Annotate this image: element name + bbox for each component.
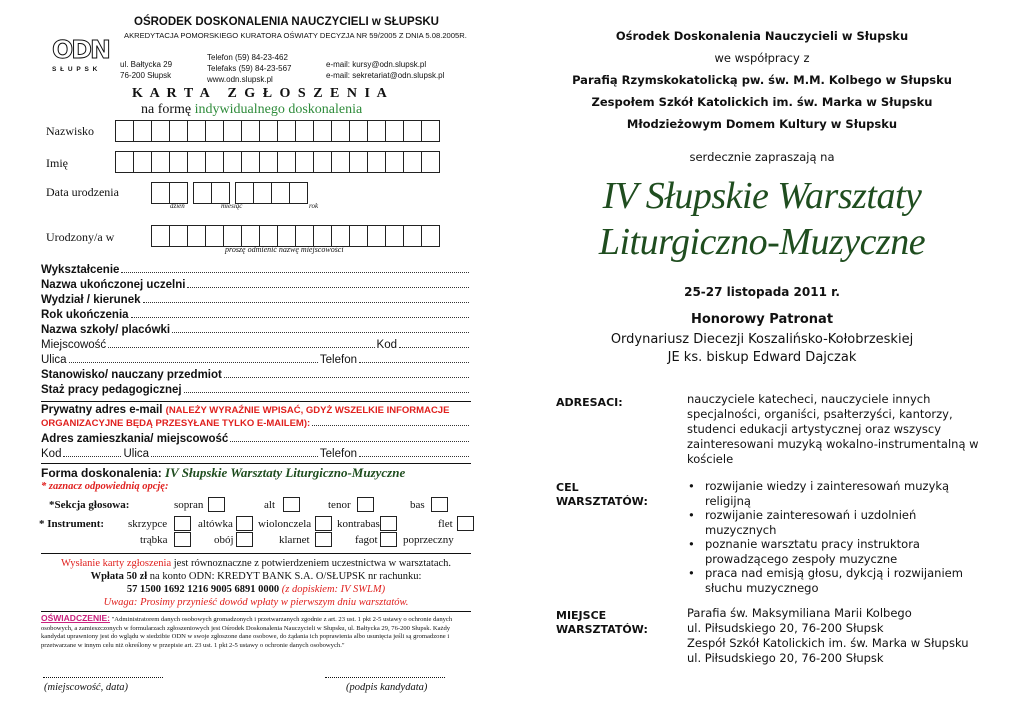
zaznacz-note: * zaznacz odpowiednią opcję: bbox=[41, 481, 169, 492]
form-title: K A R T A Z G Ł O S Z E N I A bbox=[132, 86, 389, 101]
szkola-line[interactable] bbox=[41, 324, 471, 336]
wyksztalcenie-label: Wykształcenie bbox=[41, 264, 120, 276]
partner-3: Młodzieżowym Domem Kultury w Słupsku bbox=[626, 117, 898, 131]
ulica2-label: Ulica bbox=[123, 448, 150, 460]
rok-hint: rok bbox=[309, 202, 319, 210]
subtitle-highlight: indywidualnego doskonalenia bbox=[194, 102, 363, 117]
patron-line1: Ordynariusz Diecezji Koszalińsko-Kołobrzeskiej bbox=[610, 332, 914, 347]
birthplace-cells[interactable] bbox=[151, 225, 439, 247]
checkbox-wiolonczela[interactable] bbox=[315, 516, 332, 531]
forma-row bbox=[41, 465, 405, 481]
birth-date-cells[interactable] bbox=[151, 182, 307, 204]
email-note2: ORGANIZACYJNE BĘDĄ PRZESYŁANE TYLKO E-MAILEM): bbox=[41, 418, 311, 429]
uczelnia-label: Nazwa ukończonej uczelni bbox=[41, 279, 186, 291]
rok-ukonczenia-label: Rok ukończenia bbox=[41, 309, 129, 321]
account-note: (z dopiskiem: IV SWLM) bbox=[281, 584, 386, 595]
email2: e-mail: sekretariat@odn.slupsk.pl bbox=[326, 71, 445, 80]
invite-org: Ośrodek Doskonalenia Nauczycieli w Słupsku bbox=[615, 29, 909, 43]
telefon2-label: Telefon bbox=[319, 448, 357, 460]
fax: Telefaks (59) 84-23-567 bbox=[207, 64, 292, 73]
imie-cells[interactable] bbox=[115, 151, 439, 173]
subtitle-prefix: na formę bbox=[141, 102, 192, 117]
instrument-label: * Instrument: bbox=[39, 518, 105, 530]
miejsce-line: Zespół Szkół Katolickich im. św. Marka w Słupsku bbox=[687, 636, 969, 650]
event-dates: 25-27 listopada 2011 r. bbox=[684, 285, 840, 299]
logo-letters: ODN bbox=[52, 35, 109, 64]
payment-line1 bbox=[41, 557, 471, 570]
forma-label: Forma doskonalenia: bbox=[41, 466, 162, 480]
divider-1 bbox=[41, 401, 471, 402]
address-line1: ul. Bałtycka 29 bbox=[120, 60, 173, 69]
telefon-label: Telefon bbox=[319, 354, 357, 366]
payment-rest2: na konto ODN: KREDYT BANK S.A. O/SŁUPSK nr rachunku: bbox=[149, 571, 422, 582]
checkbox-tenor[interactable] bbox=[357, 497, 374, 512]
org-name: OŚRODEK DOSKONALENIA NAUCZYCIELI w SŁUPSKU bbox=[134, 16, 439, 28]
voice-tenor: tenor bbox=[328, 499, 351, 511]
miejsce-line: Parafia św. Maksymiliana Marii Kolbego bbox=[687, 606, 912, 620]
uczelnia-line[interactable] bbox=[41, 279, 471, 291]
cel-label1: CEL bbox=[556, 481, 579, 494]
cel-label2: WARSZTATÓW: bbox=[556, 495, 648, 508]
miejscowosc-label: Miejscowość bbox=[41, 339, 107, 351]
staz-line[interactable] bbox=[41, 384, 471, 396]
miejsce-block bbox=[687, 606, 987, 666]
adresaci-label: ADRESACI: bbox=[556, 396, 623, 409]
invite-text: serdecznie zapraszają na bbox=[689, 150, 835, 164]
event-title bbox=[548, 173, 976, 265]
checkbox-skrzypce[interactable] bbox=[174, 516, 191, 531]
email-note1: (NALEŻY WYRAŹNIE WPISAĆ, GDYŻ WSZELKIE INFORMACJE bbox=[165, 405, 450, 416]
checkbox-alt[interactable] bbox=[283, 497, 300, 512]
instr-skrzypce: skrzypce bbox=[128, 518, 168, 530]
wydzial-label: Wydział / kierunek bbox=[41, 294, 141, 306]
payment-red: Wysłanie karty zgłoszenia bbox=[60, 558, 172, 569]
oswiadczenie-label: OŚWIADCZENIE: bbox=[41, 613, 110, 623]
miejsce-line: ul. Piłsudskiego 20, 76-200 Słupsk bbox=[687, 651, 884, 665]
form-subtitle bbox=[141, 102, 362, 118]
wydzial-line[interactable] bbox=[41, 294, 471, 306]
partner-1: Parafią Rzymskokatolicką pw. św. M.M. Kolbego w Słupsku bbox=[572, 73, 952, 87]
checkbox-fagot[interactable] bbox=[380, 532, 397, 547]
payment-rest: jest równoznaczne z potwierdzeniem uczestnictwa w warsztatach. bbox=[173, 558, 452, 569]
kod2-label: Kod bbox=[41, 448, 62, 460]
phone: Telefon (59) 84-23-462 bbox=[207, 53, 288, 62]
web: www.odn.slupsk.pl bbox=[207, 75, 273, 84]
sig-right-line[interactable] bbox=[325, 677, 445, 678]
checkbox-altowka[interactable] bbox=[236, 516, 253, 531]
oswiadczenie-block bbox=[41, 614, 471, 650]
patron-line2: JE ks. biskup Edward Dajczak bbox=[667, 350, 857, 365]
accreditation: AKREDYTACJA POMORSKIEGO KURATORA OŚWIATY DECYZJA NR 59/2005 Z DNIA 5.08.2005R. bbox=[124, 31, 467, 40]
email-label: Prywatny adres e-mail bbox=[41, 404, 163, 416]
payment-bold: Wpłata 50 zł bbox=[90, 571, 148, 582]
sig-right-label: (podpis kandydata) bbox=[346, 682, 428, 693]
checkbox-sopran[interactable] bbox=[208, 497, 225, 512]
imie-label: Imię bbox=[46, 156, 68, 170]
payment-line3 bbox=[41, 583, 471, 596]
divider-3 bbox=[41, 553, 471, 554]
data-urodzenia-label: Data urodzenia bbox=[46, 185, 119, 199]
cel-item: • rozwijanie zainteresowań i uzdolnień muzycznych bbox=[688, 508, 978, 537]
instr-trabka: trąbka bbox=[140, 534, 168, 546]
oswiadczenie-text: "Administratorem danych osobowych gromadzonych i przetwarzanych zgodnie z art. 23 ust. 1 pkt 2-5 ustawy o ochronie danych osobowych, a zamieszczonych w formularzach zgłoszeniowych jest Ośrodek Doskonalenia Nauczycieli w Słupsku, ul. Bałtycka 29, 76-200 Słupsk. Każdy kandydat uprawniony jest do wglądu w siedzibie ODN w swoje zgłoszone dane osobowe, do żądania ich poprawienia albo usunięcia jeśli są gromadzone i przetwarzane w innym celu niż określony w przepisie art. 23 ust. 1 pkt 2-5 ustawy o ochronie danych osobowych." bbox=[41, 616, 453, 649]
ulica-label: Ulica bbox=[41, 354, 67, 366]
email1: e-mail: kursy@odn.slupsk.pl bbox=[326, 60, 427, 69]
instr-oboj: obój bbox=[214, 534, 234, 546]
checkbox-bas[interactable] bbox=[431, 497, 448, 512]
miejsce-label2: WARSZTATÓW: bbox=[556, 623, 648, 636]
account-number: 57 1500 1692 1216 9005 6891 0000 bbox=[126, 584, 280, 595]
checkbox-trabka[interactable] bbox=[174, 532, 191, 547]
cel-item: • rozwijanie wiedzy i zainteresowań muzyką religijną bbox=[688, 479, 978, 508]
ulica-line[interactable] bbox=[41, 354, 471, 366]
email-row bbox=[41, 404, 449, 416]
miejscowosc-hint: proszę odmienić nazwę miejscowości bbox=[225, 245, 344, 254]
sig-left-label: (miejscowość, data) bbox=[44, 682, 128, 693]
instr-flet: flet bbox=[438, 518, 453, 530]
rok-ukonczenia-line[interactable] bbox=[41, 309, 471, 321]
staz-label: Staż pracy pedagogicznej bbox=[41, 384, 182, 396]
partner-2: Zespołem Szkół Katolickich im. św. Marka w Słupsku bbox=[591, 95, 933, 109]
kod-label: Kod bbox=[376, 339, 397, 351]
instr-kontrabas: kontrabas bbox=[337, 518, 380, 530]
sekcja-label: *Sekcja głosowa: bbox=[49, 499, 130, 511]
uwaga-text: Prosimy przynieść dowód wpłaty w pierwszym dniu warsztatów. bbox=[140, 597, 409, 608]
cel-item: • praca nad emisją głosu, dykcją i rozwijaniem słuchu muzycznego bbox=[688, 566, 978, 595]
checkbox-oboj[interactable] bbox=[236, 532, 253, 547]
urodzony-label: Urodzony/a w bbox=[46, 230, 115, 244]
instr-wiolonczela: wiolonczela bbox=[258, 518, 312, 530]
stanowisko-line[interactable] bbox=[41, 369, 471, 381]
event-title-line1: IV Słupskie Warsztaty bbox=[602, 175, 922, 217]
logo-sub: S Ł U P S K bbox=[52, 66, 99, 73]
uwaga-label: Uwaga: bbox=[103, 597, 138, 608]
voice-bas: bas bbox=[410, 499, 425, 511]
miejsce-line: ul. Piłsudskiego 20, 76-200 Słupsk bbox=[687, 621, 884, 635]
miesiac-hint: miesiąc bbox=[221, 202, 243, 210]
instr-fagot: fagot bbox=[355, 534, 378, 546]
nazwisko-label: Nazwisko bbox=[46, 124, 94, 138]
miejsce-label1: MIEJSCE bbox=[556, 609, 607, 622]
stanowisko-label: Stanowisko/ nauczany przedmiot bbox=[41, 369, 222, 381]
voice-alt: alt bbox=[264, 499, 275, 511]
dzien-hint: dzień bbox=[170, 202, 185, 210]
cel-list bbox=[688, 479, 978, 595]
instr-klarnet: klarnet bbox=[279, 534, 310, 546]
payment-block bbox=[41, 557, 471, 609]
kod2-line[interactable] bbox=[41, 448, 471, 460]
event-title-line2: Liturgiczno-Muzyczne bbox=[598, 221, 926, 263]
adres-zam-label: Adres zamieszkania/ miejscowość bbox=[41, 433, 229, 445]
address-line2: 76-200 Słupsk bbox=[120, 71, 172, 80]
payment-line2 bbox=[41, 570, 471, 583]
invite-with: we współpracy z bbox=[714, 51, 810, 65]
payment-line4 bbox=[41, 596, 471, 609]
forma-value: IV Słupskie Warsztaty Liturgiczno-Muzyczne bbox=[165, 465, 406, 480]
divider-2 bbox=[41, 463, 471, 464]
adresaci-text: nauczyciele katecheci, nauczyciele innych specjalności, organiści, psałterzyści, kantorzy, studenci edukacji artystycznej oraz wszyscy zainteresowani muzyką wokalno-instrumentalną w kościele bbox=[687, 392, 979, 466]
patron-heading: Honorowy Patronat bbox=[690, 312, 834, 327]
sig-left-line[interactable] bbox=[43, 677, 163, 678]
divider-4 bbox=[41, 611, 471, 612]
szkola-label: Nazwa szkoły/ placówki bbox=[41, 324, 171, 336]
adres-zam-line[interactable] bbox=[41, 433, 471, 445]
odn-logo bbox=[52, 36, 116, 76]
checkbox-klarnet[interactable] bbox=[315, 532, 332, 547]
cel-item: • poznanie warsztatu pracy instruktora prowadzącego zespoły muzyczne bbox=[688, 537, 978, 566]
checkbox-kontrabas[interactable] bbox=[380, 516, 397, 531]
invite-header bbox=[548, 25, 976, 135]
checkbox-flet[interactable] bbox=[457, 516, 474, 531]
miejscowosc-line[interactable] bbox=[41, 339, 471, 351]
voice-sopran: sopran bbox=[174, 499, 204, 511]
nazwisko-cells[interactable] bbox=[115, 120, 439, 142]
instr-poprzeczny: poprzeczny bbox=[403, 534, 454, 546]
instr-altowka: altówka bbox=[198, 518, 233, 530]
wyksztalcenie-line[interactable] bbox=[41, 264, 471, 276]
email-line[interactable] bbox=[41, 418, 471, 429]
